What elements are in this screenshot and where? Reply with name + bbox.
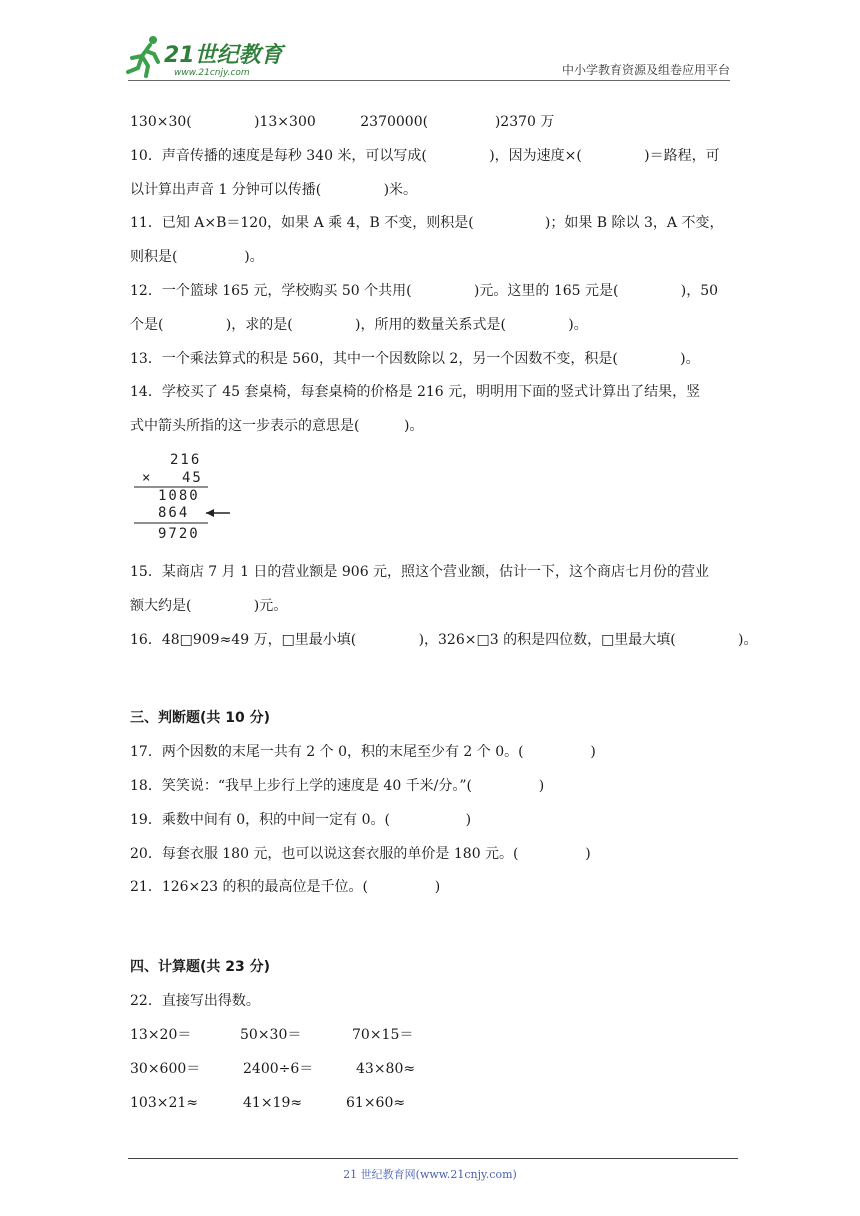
question-17: 17．两个因数的末尾一共有 2 个 0，积的末尾至少有 2 个 0。( ) bbox=[130, 744, 596, 760]
question-10: 10．声音传播的速度是每秒 340 米，可以写成( )，因为速度×( )＝路程，可 bbox=[130, 148, 720, 164]
logo-text: 21世纪教育 bbox=[164, 43, 283, 68]
oral-calc-item: 103×21≈ bbox=[130, 1095, 198, 1111]
footer-link[interactable]: 21 世纪教育网(www.21cnjy.com) bbox=[343, 1168, 517, 1181]
multiplicand: 216 bbox=[170, 452, 202, 468]
logo-url: www.21cnjy.com bbox=[174, 68, 250, 78]
runner-icon bbox=[128, 36, 158, 76]
question-line: 以计算出声音 1 分钟可以传播( )米。 bbox=[130, 182, 418, 198]
section-heading-calculation: 四、计算题(共 23 分) bbox=[130, 959, 271, 975]
question-line: 个是( )，求的是( )，所用的数量关系式是( )。 bbox=[130, 317, 588, 333]
question-14: 14．学校买了 45 套桌椅，每套桌椅的价格是 216 元，明明用下面的竖式计算出了结果，竖 bbox=[130, 384, 701, 400]
question-12: 12．一个篮球 165 元，学校购买 50 个共用( )元。这里的 165 元是( )，50 bbox=[130, 283, 719, 299]
oral-calc-item: 43×80≈ bbox=[356, 1061, 416, 1077]
section-heading-judgement: 三、判断题(共 10 分) bbox=[130, 710, 271, 726]
oral-calc-item: 41×19≈ bbox=[243, 1095, 303, 1111]
partial-product-1: 1080 bbox=[158, 488, 200, 504]
arrow-left-icon bbox=[206, 509, 230, 517]
question-18: 18．笑笑说：“我早上步行上学的速度是 40 千米/分。”( ) bbox=[130, 778, 545, 794]
question-15: 15．某商店 7 月 1 日的营业额是 906 元，照这个营业额，估计一下，这个商店七月份的营业 bbox=[130, 564, 710, 580]
header-divider bbox=[128, 80, 730, 81]
question-11: 11．已知 A×B＝120，如果 A 乘 4，B 不变，则积是( )；如果 B 除以 3，A 不变， bbox=[130, 215, 724, 231]
question-line: 130×30( )13×300 2370000( )2370 万 bbox=[130, 114, 555, 130]
site-logo bbox=[120, 32, 290, 80]
final-product: 9720 bbox=[158, 526, 200, 542]
question-line: 额大约是( )元。 bbox=[130, 598, 288, 614]
question-16: 16．48□909≈49 万，□里最小填( )，326×□3 的积是四位数，□里最大填( )。 bbox=[130, 632, 758, 648]
partial-product-2: 864 bbox=[158, 505, 190, 521]
question-line: 则积是( )。 bbox=[130, 249, 264, 265]
oral-calc-item: 61×60≈ bbox=[346, 1095, 406, 1111]
oral-calc-item: 30×600＝ bbox=[130, 1061, 201, 1077]
oral-calc-item: 50×30＝ bbox=[240, 1027, 302, 1043]
oral-calc-item: 70×15＝ bbox=[352, 1027, 414, 1043]
oral-calc-item: 2400÷6＝ bbox=[243, 1061, 314, 1077]
question-21: 21．126×23 的积的最高位是千位。( ) bbox=[130, 879, 441, 895]
oral-calc-item: 13×20＝ bbox=[130, 1027, 192, 1043]
question-20: 20．每套衣服 180 元，也可以说这套衣服的单价是 180 元。( ) bbox=[130, 846, 591, 862]
question-22: 22．直接写出得数。 bbox=[130, 993, 260, 1009]
header-platform-text: 中小学教育资源及组卷应用平台 bbox=[561, 63, 730, 77]
footer-divider bbox=[128, 1158, 738, 1159]
multiplier: 45 bbox=[182, 470, 203, 486]
question-19: 19．乘数中间有 0，积的中间一定有 0。( ) bbox=[130, 812, 472, 828]
vertical-multiplication bbox=[130, 450, 240, 545]
question-13: 13．一个乘法算式的积是 560，其中一个因数除以 2，另一个因数不变，积是( )。 bbox=[130, 351, 700, 367]
question-line: 式中箭头所指的这一步表示的意思是( )。 bbox=[130, 418, 424, 434]
times-sign: × bbox=[142, 470, 151, 486]
